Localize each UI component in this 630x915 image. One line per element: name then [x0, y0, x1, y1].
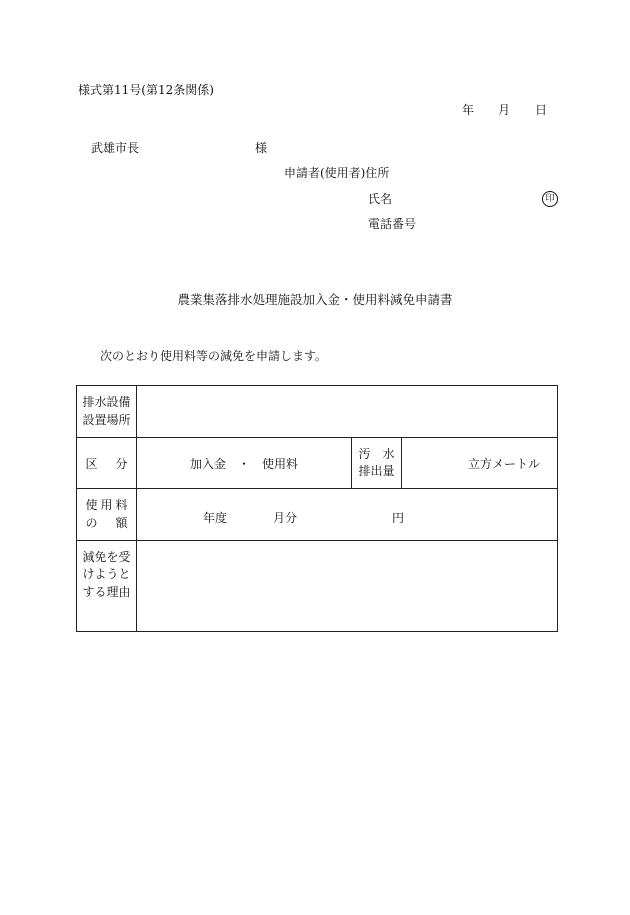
fee-month-label: 月分 — [273, 511, 298, 525]
table-row-fee — [77, 489, 558, 541]
addressee-mayor: 武雄市長 — [91, 141, 140, 155]
category-options: 加入金 ・ 使用料 — [189, 456, 298, 471]
location-value-cell[interactable] — [137, 386, 558, 438]
date-day-label: 日 — [535, 103, 548, 117]
reason-label-line1: 減免を受 — [82, 550, 131, 564]
date-month-label: 月 — [498, 103, 511, 117]
location-label-line2: 設置場所 — [82, 412, 131, 427]
table-row-location — [77, 386, 558, 438]
fee-year-label: 年度 — [203, 511, 228, 525]
reason-value-cell[interactable] — [137, 541, 558, 632]
document-title: 農業集落排水処理施設加入金・使用料減免申請書 — [177, 292, 453, 307]
category-label-cell — [77, 438, 137, 489]
table-row-category — [77, 438, 558, 489]
fee-yen-label: 円 — [392, 511, 405, 525]
sewage-unit: 立方メートル — [468, 456, 541, 471]
reason-label-line3: する理由 — [82, 584, 131, 599]
reason-label-cell — [77, 541, 137, 632]
category-value-cell[interactable] — [137, 438, 352, 489]
applicant-phone-label: 電話番号 — [368, 217, 417, 231]
fee-value-cell[interactable] — [137, 489, 558, 541]
date-year-label: 年 — [462, 103, 475, 117]
location-label-line1: 排水設備 — [82, 395, 131, 410]
addressee-honorific: 様 — [255, 141, 268, 155]
sewage-label-cell — [352, 438, 402, 489]
seal-mark-icon: 印 — [542, 191, 558, 207]
intro-text: 次のとおり使用料等の減免を申請します。 — [100, 349, 328, 363]
reason-label-line2: けようと — [82, 567, 131, 582]
fee-label-line2: の 額 — [85, 515, 128, 530]
applicant-address-label: 申請者(使用者)住所 — [284, 166, 390, 180]
form-number: 様式第11号(第12条関係) — [78, 83, 214, 97]
sewage-value-cell[interactable] — [402, 438, 558, 489]
fee-label-line1: 使用料 — [85, 498, 128, 513]
sewage-label-line1: 汚 水 — [358, 446, 395, 461]
sewage-label-line2: 排出量 — [358, 464, 395, 478]
fee-label-cell — [77, 489, 137, 541]
application-table — [76, 385, 558, 632]
category-label: 区 分 — [85, 456, 128, 471]
table-row-reason — [77, 541, 558, 632]
applicant-name-label: 氏名 — [368, 192, 393, 206]
location-label-cell — [77, 386, 137, 438]
